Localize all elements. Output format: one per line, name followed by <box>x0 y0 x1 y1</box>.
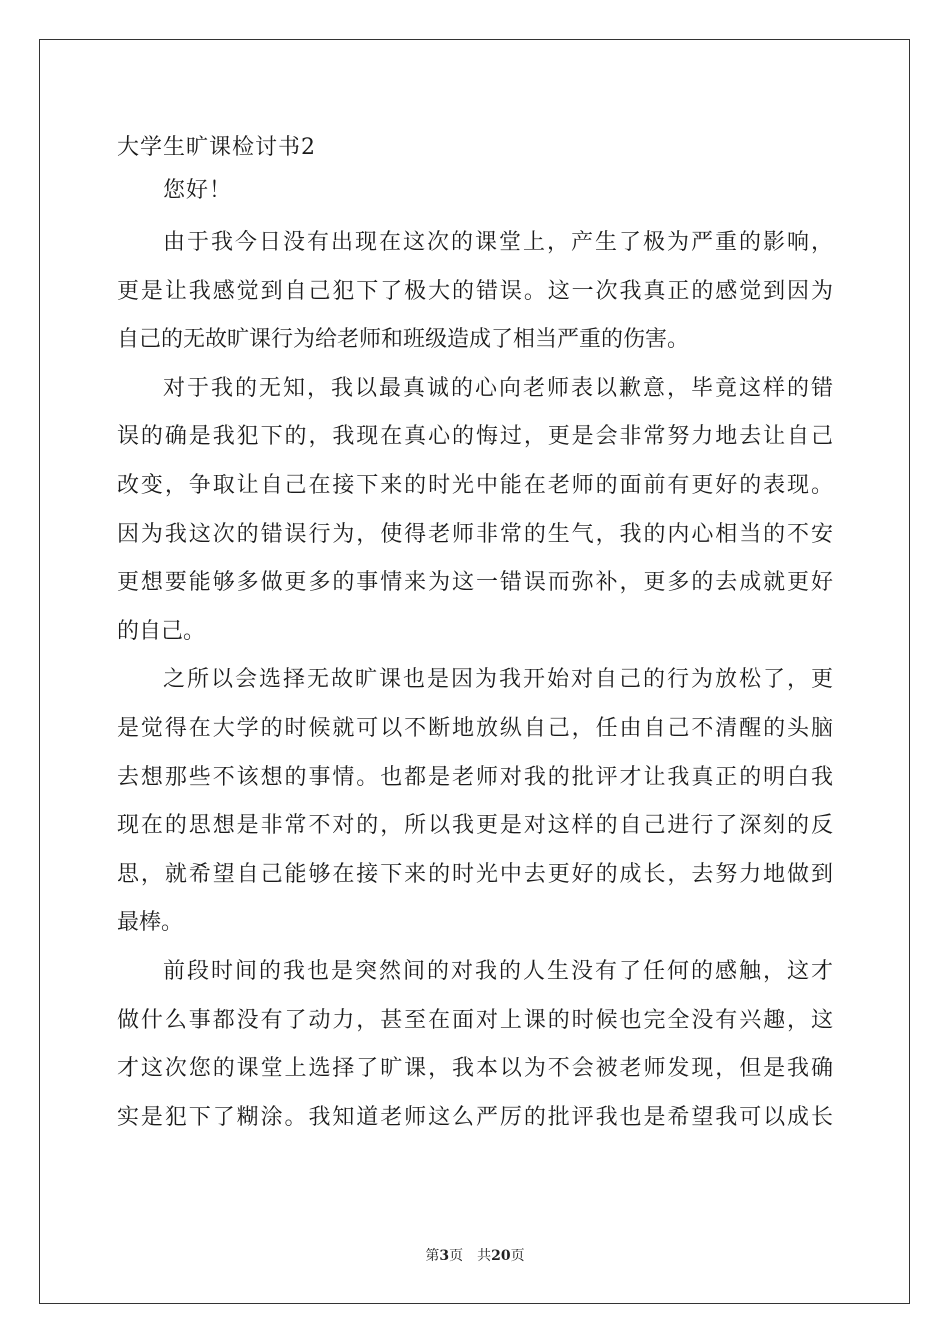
total-suffix: 页 <box>510 1248 525 1264</box>
paragraph-line: 现在的思想是非常不对的，所以我更是对这样的自己进行了深刻的反 <box>117 813 833 839</box>
document-title: 大学生旷课检讨书2 <box>117 135 316 160</box>
page-footer <box>0 1246 950 1266</box>
paragraph-2 <box>117 365 833 657</box>
greeting: 您好！ <box>163 178 233 203</box>
paragraph-line: 由于我今日没有出现在这次的课堂上，产生了极为严重的影响， <box>163 230 833 255</box>
paragraph-1 <box>117 219 833 365</box>
paragraph-line: 改变，争取让自己在接下来的时光中能在老师的面前有更好的表现。 <box>117 472 833 498</box>
paragraph-line: 去想那些不该想的事情。也都是老师对我的批评才让我真正的明白我 <box>117 764 833 790</box>
page-number: 3 <box>439 1248 450 1264</box>
paragraph-line: 自己的无故旷课行为给老师和班级造成了相当严重的伤害。 <box>117 327 690 353</box>
paragraph-line: 的自己。 <box>117 618 206 644</box>
document-body <box>117 128 833 1142</box>
paragraph-line: 因为我这次的错误行为，使得老师非常的生气，我的内心相当的不安 <box>117 521 833 547</box>
paragraph-4 <box>117 948 833 1142</box>
paragraph-3 <box>117 656 833 948</box>
paragraph-line: 思，就希望自己能够在接下来的时光中去更好的成长，去努力地做到 <box>117 861 833 887</box>
paragraph-line: 最棒。 <box>117 910 184 936</box>
paragraph-line: 才这次您的课堂上选择了旷课，我本以为不会被老师发现，但是我确 <box>117 1056 833 1082</box>
total-prefix: 共 <box>477 1248 492 1264</box>
total-pages: 20 <box>491 1248 511 1264</box>
paragraph-line: 之所以会选择无故旷课也是因为我开始对自己的行为放松了，更 <box>163 667 833 693</box>
paragraph-line: 实是犯下了糊涂。我知道老师这么严厉的批评我也是希望我可以成长 <box>117 1104 833 1130</box>
paragraph-line: 误的确是我犯下的，我现在真心的悔过，更是会非常努力地去让自己 <box>117 424 833 450</box>
page-suffix: 页 <box>449 1248 464 1264</box>
paragraph-line: 更是让我感觉到自己犯下了极大的错误。这一次我真正的感觉到因为 <box>117 278 833 304</box>
paragraph-line: 前段时间的我也是突然间的对我的人生没有了任何的感触，这才 <box>163 958 833 984</box>
paragraph-line: 做什么事都没有了动力，甚至在面对上课的时候也完全没有兴趣，这 <box>117 1007 833 1033</box>
paragraph-line: 对于我的无知，我以最真诚的心向老师表以歉意，毕竟这样的错 <box>163 375 833 401</box>
paragraph-line: 是觉得在大学的时候就可以不断地放纵自己，任由自己不清醒的头脑 <box>117 715 833 741</box>
paragraph-line: 更想要能够多做更多的事情来为这一错误而弥补，更多的去成就更好 <box>117 570 833 596</box>
page-prefix: 第 <box>425 1248 440 1264</box>
